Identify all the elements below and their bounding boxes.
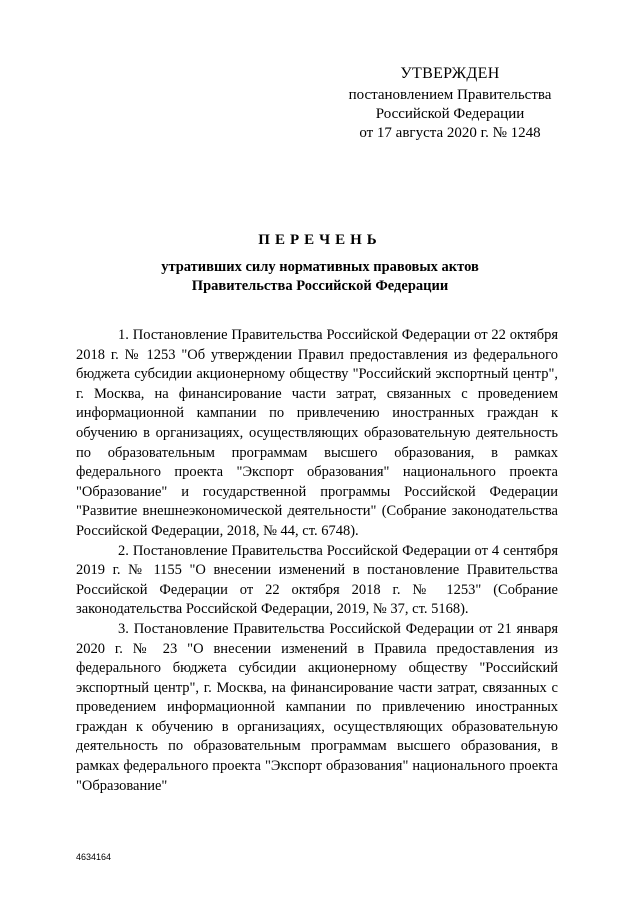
document-code: 4634164 (76, 852, 112, 862)
items-list (76, 326, 558, 796)
subtitle-line-1: утративших силу нормативных правовых актов (161, 259, 479, 275)
list-item-3: 3. Постановление Правительства Российской Федерации от 21 января 2020 г. № 23 "О внесении изменений в Правила предоставления из федерального бюджета субсидии акционерному обществу "Российский экспортный центр", г. Москва, на финансирование части затрат, связанных с проведением информационной кампании по привлечению иностранных граждан к обучению в организациях, осуществляющих образовательную деятельность по образовательным программам высшего образования, в рамках федерального проекта "Экспорт образования" национального проекта "Образование" (76, 620, 558, 794)
approval-line-2: Российской Федерации (375, 106, 525, 122)
document-title: ПЕРЕЧЕНЬ (258, 232, 382, 248)
approval-heading: УТВЕРЖДЕН (400, 65, 500, 82)
document-subtitle (100, 258, 540, 296)
list-item-2: 2. Постановление Правительства Российской Федерации от 4 сентября 2019 г. № 1155 "О внесении изменений в постановление Правительства Российской Федерации от 22 октября 2018 г. № 1253" (Собрание законодательства Российской Федерации, 2019, № 37, ст. 5168). (76, 542, 558, 618)
approval-line-3: от 17 августа 2020 г. № 1248 (359, 125, 541, 141)
subtitle-line-2: Правительства Российской Федерации (191, 278, 449, 294)
approval-line-1: постановлением Правительства (348, 87, 552, 103)
approval-stamp (330, 64, 570, 143)
list-item-1: 1. Постановление Правительства Российской Федерации от 22 октября 2018 г. № 1253 "Об утверждении Правил предоставления из федерального бюджета субсидии акционерному обществу "Российский экспортный центр", г. Москва, на финансирование части затрат, связанных с проведением информационной кампании по привлечению иностранных граждан к обучению в организациях, осуществляющих образовательную деятельность по образовательным программам высшего образования, в рамках федерального проекта "Экспорт образования" национального проекта "Образование" и государственной программы Российской Федерации "Развитие внешнеэкономической деятельности" (Собрание законодательства Российской Федерации, 2018, № 44, ст. 6748). (76, 327, 558, 539)
